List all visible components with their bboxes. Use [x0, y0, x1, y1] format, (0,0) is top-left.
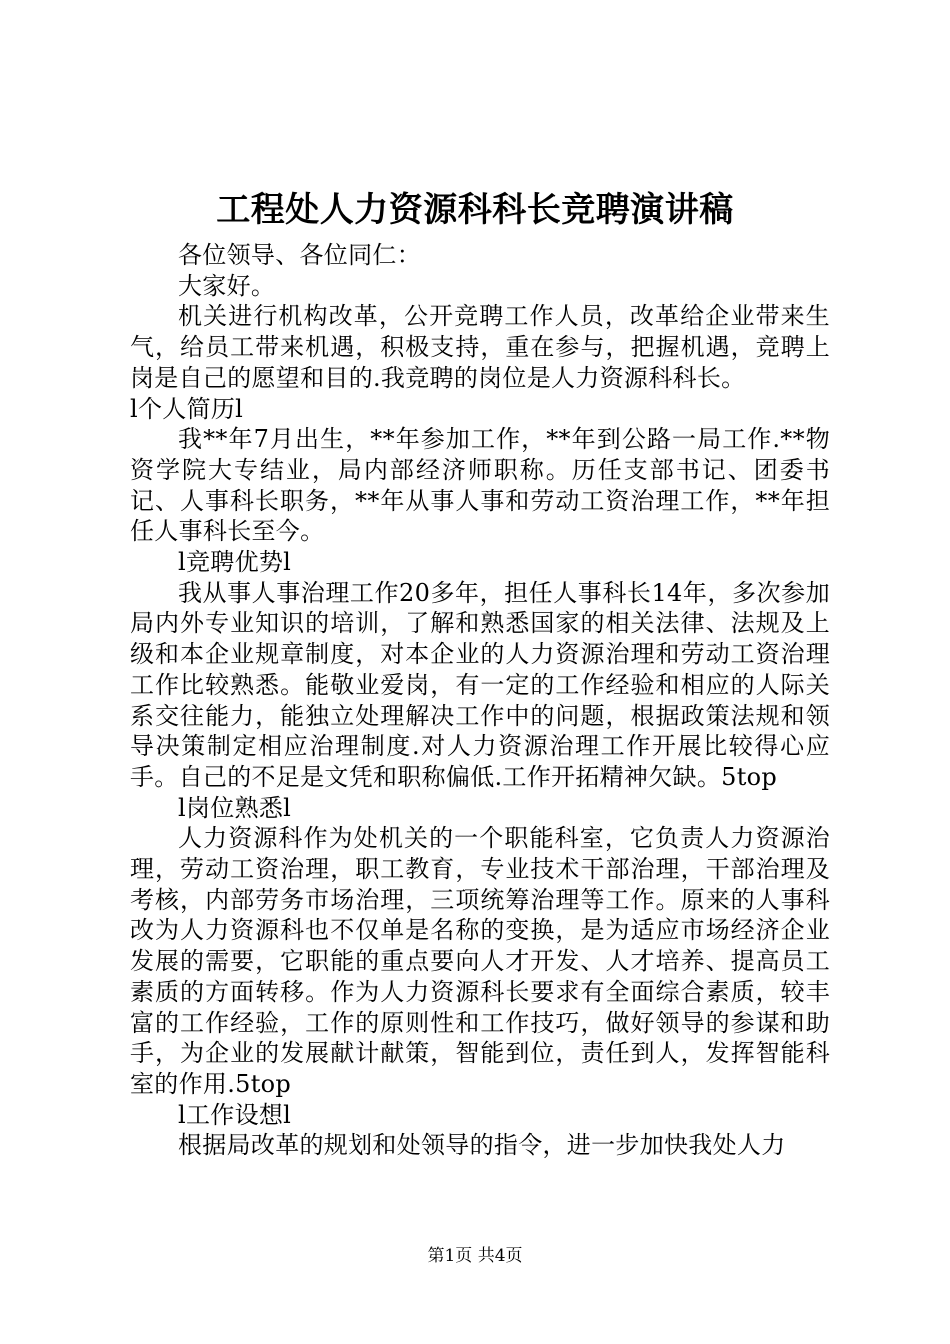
page-title: 工程处人力资源科科长竞聘演讲稿 — [216, 190, 734, 230]
paragraph-advantages: 我从事人事治理工作20多年，担任人事科长14年，多次参加局内外专业知识的培训，了解和熟悉国家的相关法律、法规及上级和本企业规章制度，对本企业的人力资源治理和劳动工资治理工作比较熟悉。能敬业爱岗，有一定的工作经验和相应的人际关系交往能力，能独立处理解决工作中的问题，根据政策法规和领导决策制定相应治理制度.对人力资源治理工作开展比较得心应手。自己的不足是文凭和职称偏低.工作开拓精神欠缺。5top — [130, 578, 830, 791]
paragraph-position: 人力资源科作为处机关的一个职能科室，它负责人力资源治理，劳动工资治理，职工教育，专业技术干部治理，干部治理及考核，内部劳务市场治理，三项统筹治理等工作。原来的人事科改为人力资源科也不仅单是名称的变换，是为适应市场经济企业发展的需要，它职能的重点要向人才开发、人才培养、提高员工素质的方面转移。作为人力资源科长要求有全面综合素质，较丰富的工作经验，工作的原则性和工作技巧，做好领导的参谋和助手，为企业的发展献计献策，智能到位，责任到人，发挥智能科室的作用.5top — [130, 824, 830, 1098]
section-heading-advantages: l竞聘优势l — [178, 548, 292, 577]
paragraph-resume: 我**年7月出生，**年参加工作，**年到公路一局工作.**物资学院大专结业，局内部经济师职称。历任支部书记、团委书记、人事科长职务，**年从事人事和劳动工资治理工作，**年担任人事科长至今。 — [130, 425, 830, 546]
paragraph-intro: 机关进行机构改革，公开竞聘工作人员，改革给企业带来生气，给员工带来机遇，积极支持，重在参与，把握机遇，竞聘上岗是自己的愿望和目的.我竞聘的岗位是人力资源科科长。 — [130, 302, 830, 392]
document-body — [130, 240, 830, 1161]
paragraph-plans: 根据局改革的规划和处领导的指令，进一步加快我处人力 — [178, 1131, 786, 1160]
greeting: 大家好。 — [178, 271, 276, 300]
section-heading-resume: l个人简历l — [130, 394, 244, 423]
section-heading-position: l岗位熟悉l — [178, 793, 292, 822]
page-footer: 第1页 共4页 — [427, 1246, 523, 1266]
section-heading-plans: l工作设想l — [178, 1100, 292, 1129]
salutation: 各位领导、各位同仁： — [178, 241, 421, 269]
